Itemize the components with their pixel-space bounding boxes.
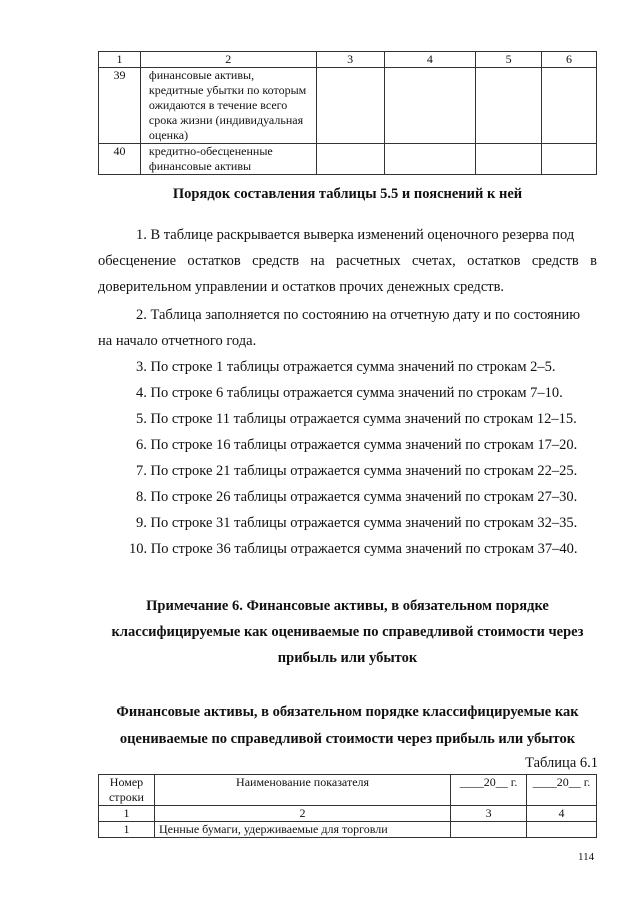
empty-cell — [476, 68, 542, 144]
paragraph-line: обесценение остатков средств на расчетных счетах, остатков средств в — [98, 253, 597, 269]
list-item: 8. По строке 26 таблицы отражается сумма значений по строкам 27–30. — [136, 489, 578, 505]
empty-cell — [542, 144, 597, 175]
table-header-row — [99, 52, 597, 68]
column-number: 2 — [154, 806, 450, 822]
header-line: строки — [108, 790, 144, 804]
row-label-line: кредитно-обесцененные — [148, 144, 273, 158]
paragraph-line: 2. Таблица заполняется по состоянию на отчетную дату и по состоянию — [136, 307, 581, 323]
row-label-line: ожидаются в течение всего — [148, 98, 288, 112]
top-table — [98, 51, 597, 175]
row-number: 40 — [99, 144, 141, 175]
list-item: 3. По строке 1 таблицы отражается сумма значений по строкам 2–5. — [136, 359, 556, 375]
table-6-1 — [98, 774, 597, 838]
column-header — [99, 775, 155, 806]
empty-cell — [316, 144, 384, 175]
table-label: Таблица 6.1 — [525, 755, 598, 771]
note-heading-line: прибыль или убыток — [277, 650, 418, 666]
empty-cell — [384, 144, 476, 175]
list-item: 4. По строке 6 таблицы отражается сумма значений по строкам 7–10. — [136, 385, 563, 401]
list-item: 5. По строке 11 таблицы отражается сумма значений по строкам 12–15. — [136, 411, 577, 427]
list-item: 10. По строке 36 таблицы отражается сумма значений по строкам 37–40. — [129, 541, 578, 557]
row-label-line: кредитные убытки по которым — [148, 83, 307, 97]
row-label — [140, 144, 316, 175]
empty-cell — [527, 822, 597, 838]
column-header: ____20__ г. — [451, 775, 527, 806]
paragraph-line: на начало отчетного года. — [98, 333, 257, 349]
paragraph-line: 1. В таблице раскрывается выверка изменений оценочного резерва под — [136, 227, 575, 243]
column-number: 1 — [99, 806, 155, 822]
list-item: 9. По строке 31 таблицы отражается сумма значений по строкам 32–35. — [136, 515, 578, 531]
paragraph-line: доверительном управлении и остатков прочих денежных средств. — [98, 279, 505, 295]
row-label-line: финансовые активы — [148, 159, 252, 173]
row-label — [140, 68, 316, 144]
row-label: Ценные бумаги, удерживаемые для торговли — [154, 822, 450, 838]
table-title-line: Финансовые активы, в обязательном порядке классифицируемые как — [116, 704, 579, 720]
note-heading-line: классифицируемые как оцениваемые по справедливой стоимости через — [111, 624, 584, 640]
table-numbering-row — [99, 806, 597, 822]
column-number: 3 — [316, 52, 384, 68]
row-label-line: срока жизни (индивидуальная — [148, 113, 304, 127]
column-number: 2 — [140, 52, 316, 68]
column-number: 3 — [451, 806, 527, 822]
page-number: 114 — [578, 851, 595, 863]
column-number: 1 — [99, 52, 141, 68]
header-line: Номер — [109, 775, 144, 789]
column-header: ____20__ г. — [527, 775, 597, 806]
table-row — [99, 68, 597, 144]
column-number: 6 — [542, 52, 597, 68]
empty-cell — [316, 68, 384, 144]
list-item: 6. По строке 16 таблицы отражается сумма значений по строкам 17–20. — [136, 437, 578, 453]
table-header-row — [99, 775, 597, 806]
column-number: 4 — [527, 806, 597, 822]
table-row — [99, 144, 597, 175]
column-number: 5 — [476, 52, 542, 68]
empty-cell — [542, 68, 597, 144]
row-label-line: оценка) — [148, 128, 189, 142]
empty-cell — [451, 822, 527, 838]
note-heading-line: Примечание 6. Финансовые активы, в обязательном порядке — [146, 598, 549, 614]
empty-cell — [476, 144, 542, 175]
row-label-line: финансовые активы, — [148, 68, 255, 82]
section-heading: Порядок составления таблицы 5.5 и пояснений к ней — [172, 186, 523, 202]
column-header: Наименование показателя — [154, 775, 450, 806]
table-row — [99, 822, 597, 838]
empty-cell — [384, 68, 476, 144]
row-number: 1 — [99, 822, 155, 838]
row-number: 39 — [99, 68, 141, 144]
list-item: 7. По строке 21 таблицы отражается сумма значений по строкам 22–25. — [136, 463, 578, 479]
column-number: 4 — [384, 52, 476, 68]
table-title-line: оцениваемые по справедливой стоимости через прибыль или убыток — [119, 731, 576, 747]
